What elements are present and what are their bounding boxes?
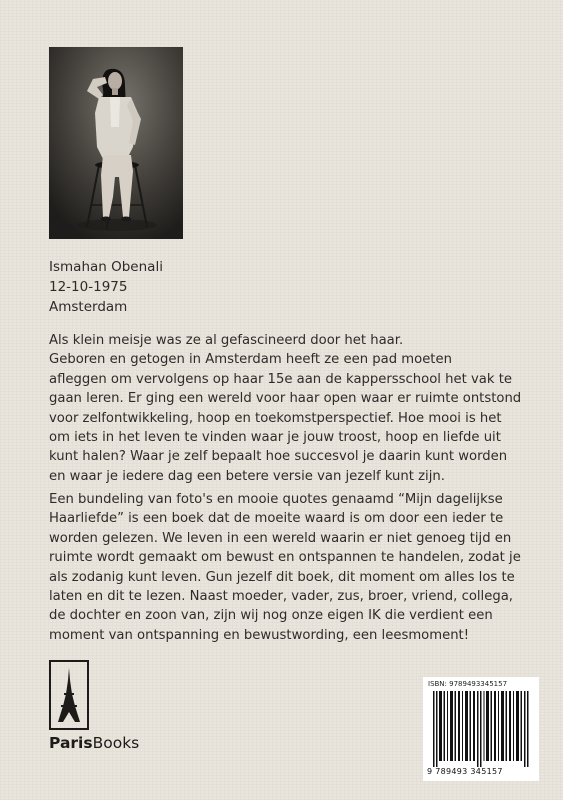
eiffel-tower-icon (49, 660, 89, 730)
author-city: Amsterdam (49, 299, 128, 315)
text-line: Geboren en getogen in Amsterdam heeft ze een pad moeten (49, 352, 452, 368)
text-line: om iets in het leven te vinden waar je jouw troost, hoop en liefde uit (49, 430, 501, 446)
barcode-digits: 9 789493 345157 (427, 767, 503, 776)
text-line: gaan leren. Er ging een wereld voor haar open waar er ruimte ontstond (49, 391, 522, 407)
publisher-name (49, 734, 139, 752)
publisher-name-regular: Books (92, 734, 140, 752)
text-line: laten en dit te lezen. Naast moeder, vader, zus, broer, vriend, collega, (49, 589, 513, 605)
author-info (49, 257, 163, 317)
text-line: de dochter en zoon van, zijn wij nog onze eigen IK die verdient een (49, 608, 493, 624)
text-line: en waar je iedere dag een betere versie van jezelf kunt zijn. (49, 468, 445, 484)
text-line: als zodanig kunt leven. Gun jezelf dit boek, dit moment om alles los te (49, 569, 515, 585)
text-line: Een bundeling van foto's en mooie quotes genaamd “Mijn dagelijkse (49, 492, 503, 507)
author-name: Ismahan Obenali (49, 259, 163, 275)
bio-paragraph (49, 331, 529, 486)
publisher-logo (49, 660, 140, 756)
text-line: Als klein meisje was ze al gefascineerd door het haar. (49, 333, 404, 348)
book-description-paragraph (49, 490, 529, 645)
text-line: ruimte wordt gemaakt om bewust en ontspannen te handelen, zodat je (49, 550, 521, 566)
text-line: moment van ontspanning en bewustwording, een leesmoment! (49, 627, 470, 643)
text-line: afleggen om vervolgens op haar 15e aan de kappersschool het vak te (49, 371, 512, 387)
publisher-name-bold: Paris (49, 734, 93, 752)
author-birthdate: 12-10-1975 (49, 279, 128, 295)
text-line: kunt halen? Waar je zelf bepaalt hoe succesvol je daarin kunt worden (49, 449, 508, 465)
author-photo-illustration (49, 47, 183, 239)
barcode-bars (427, 691, 535, 767)
text-line: Haarliefde” is een boek dat de moeite waard is om door een ieder te (49, 511, 504, 527)
author-photo (49, 47, 183, 239)
text-line: worden gelezen. We leven in een wereld waarin er niet genoeg tijd en (49, 530, 512, 546)
text-line: voor zelfontwikkeling, hoop en toekomstperspectief. Hoe mooi is het (49, 410, 502, 426)
isbn-barcode (423, 677, 539, 781)
isbn-label: ISBN: 9789493345157 (428, 680, 508, 688)
